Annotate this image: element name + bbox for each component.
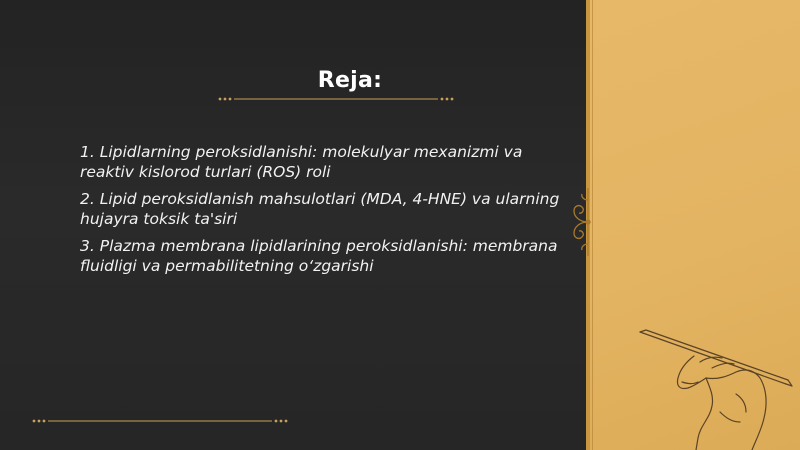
scroll-flourish-icon bbox=[566, 186, 596, 258]
hand-holding-pen-icon bbox=[636, 322, 800, 450]
agenda-list bbox=[80, 142, 570, 283]
bottom-divider bbox=[30, 418, 290, 424]
slide-title: Reja: bbox=[317, 68, 383, 93]
title-divider bbox=[216, 96, 456, 102]
agenda-item: 3. Plazma membrana lipidlarining peroksidlanishi: membrana fluidligi va permabilitetning o‘zgarishi bbox=[80, 237, 558, 275]
agenda-item: 2. Lipid peroksidlanish mahsulotlari (MDA, 4-HNE) va ularning hujayra toksik ta'siri bbox=[80, 190, 560, 228]
agenda-item: 1. Lipidlarning peroksidlanishi: molekulyar mexanizmi va reaktiv kislorod turlari (ROS) roli bbox=[80, 143, 523, 181]
